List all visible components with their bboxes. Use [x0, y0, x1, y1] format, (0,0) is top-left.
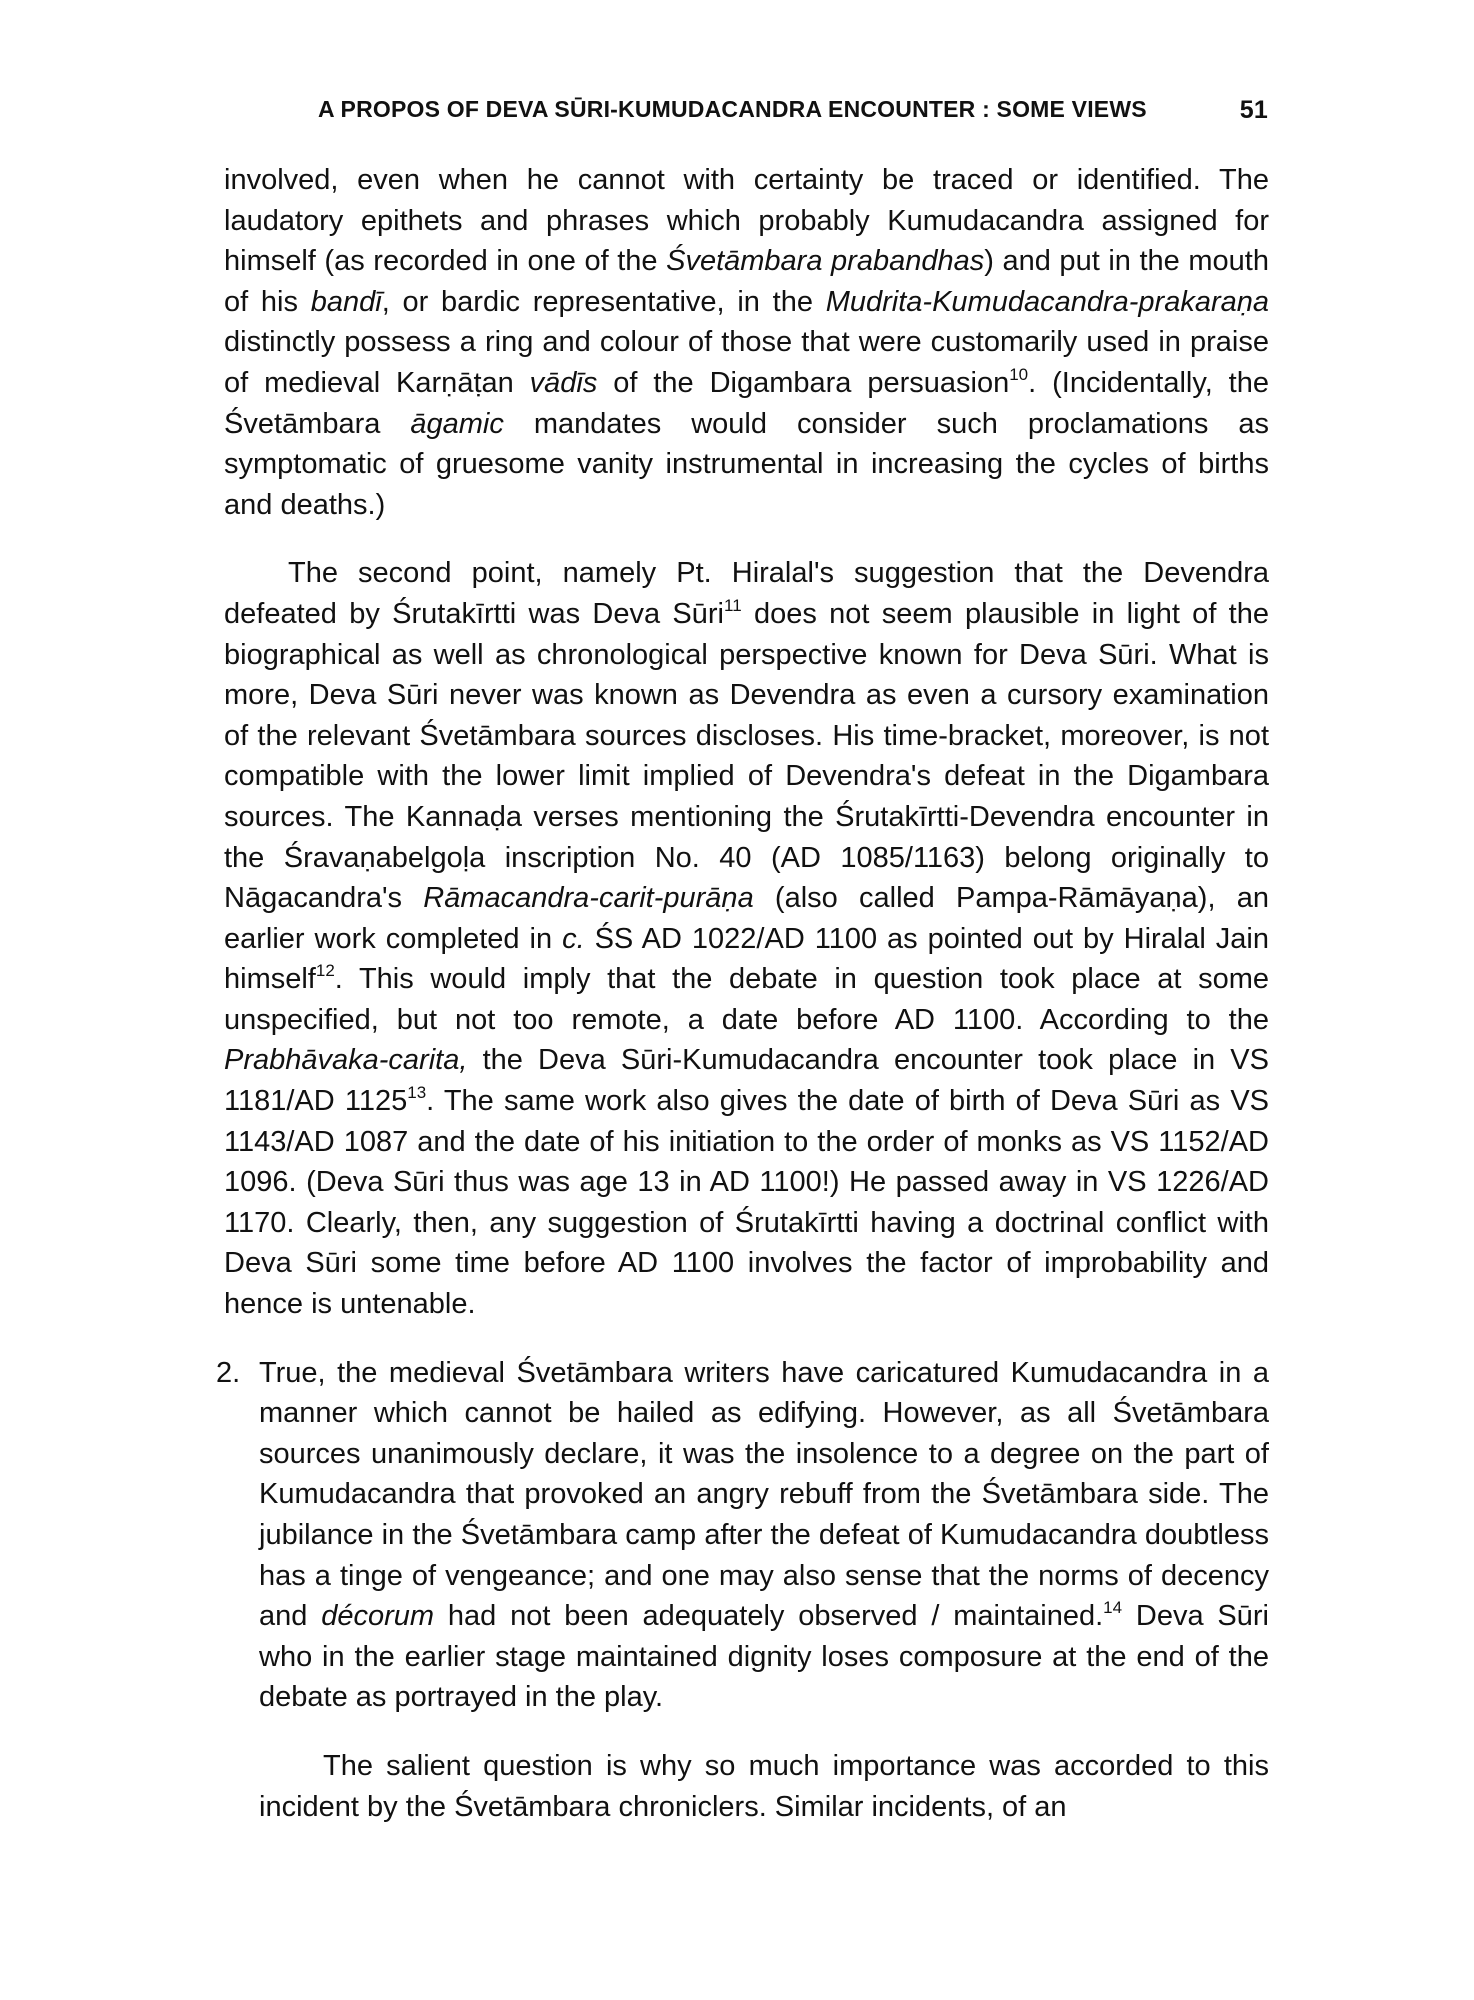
italic-term: vādīs: [529, 366, 598, 399]
text-run: Deva Sūri who in the earlier stage maintained dignity loses composure at the end of the debate as portrayed in the play.: [259, 1600, 1270, 1714]
footnote-ref: 11: [724, 595, 742, 615]
text-run: ŚS AD 1022/AD 1100 as pointed out by Hiralal Jain himself: [224, 922, 1269, 996]
text-run: mandates would consider such proclamations as symptomatic of gruesome vanity instrumental in increasing the cycles of births and deaths.): [224, 407, 1269, 521]
body-text: [216, 160, 1270, 1827]
text-run: of the Digambara persuasion: [597, 366, 1010, 399]
italic-term: Rāmacandra-carit-purāṇa: [423, 882, 754, 915]
footnote-ref: 14: [1103, 1598, 1123, 1618]
italic-term: Śvetāmbara prabandhas: [666, 245, 985, 278]
text-run: (also called Pampa-Rāmāyaṇa), an earlier work completed in: [224, 882, 1269, 955]
italic-term: Mudrita-Kumudacandra-prakaraṇa: [825, 285, 1270, 318]
text-run: , or bardic representative, in the: [381, 285, 826, 318]
text-run: . This would imply that the debate in question took place at some unspecified, but not too remote, a date before AD 1100. According to the: [224, 963, 1269, 1036]
text-run: The second point, namely Pt. Hiralal's suggestion that the Devendra defeated by Śrutakīrtti was Deva Sūri: [224, 557, 1269, 630]
text-run: . (Incidentally, the Śvetāmbara: [224, 366, 1269, 440]
italic-term: c.: [562, 922, 585, 955]
italic-term: bandī: [310, 285, 382, 318]
numbered-paragraph-2: [216, 1353, 1270, 1718]
running-header: [318, 96, 1268, 130]
italic-term: décorum: [321, 1600, 435, 1633]
italic-term: āgamic: [410, 407, 504, 440]
paragraph-2: [224, 553, 1269, 1324]
text-run: had not been adequately observed / maintained.: [434, 1600, 1104, 1633]
list-number: 2.: [216, 1356, 241, 1389]
text-run: ) and put in the mouth of his: [224, 245, 1269, 318]
paragraph-1: [224, 160, 1269, 525]
italic-term: Prabhāvaka-carita,: [224, 1044, 468, 1077]
running-title: A PROPOS OF DEVA SŪRI-KUMUDACANDRA ENCOUNTER : SOME VIEWS: [318, 96, 1147, 122]
footnote-ref: 10: [1009, 364, 1029, 384]
paragraph-4: [224, 1746, 1269, 1827]
text-run: involved, even when he cannot with certainty be traced or identified. The laudatory epithets and phrases which probably Kumudacandra assigned for himself (as recorded in one of the: [224, 164, 1269, 278]
footnote-ref: 13: [407, 1083, 427, 1103]
page-number: 51: [1239, 96, 1268, 124]
text-run: The salient question is why so much importance was accorded to this incident by the Śvetāmbara chroniclers. Similar incidents, of an: [259, 1749, 1269, 1823]
text-run: does not seem plausible in light of the biographical as well as chronological perspective known for Deva Sūri. What is more, Deva Sūri never was known as Devendra as even a cursory examination of the relevant Śvetāmbara sources discloses. His time-bracket, moreover, is not compatible with the lower limit implied of Devendra's defeat in the Digambara sources. The Kannaḍa verses mentioning the Śrutakīrtti-Devendra encounter in the Śravaṇabelgoḷa inscription No. 40 (AD 1085/1163) belong originally to Nāgacandra's: [224, 597, 1269, 915]
text-run: True, the medieval Śvetāmbara writers have caricatured Kumudacandra in a manner which cannot be hailed as edifying. However, as all Śvetāmbara sources unanimously declare, it was the insolence to a degree on the part of Kumudacandra that provoked an angry rebuff from the Śvetāmbara side. The jubilance in the Śvetāmbara camp after the defeat of Kumudacandra doubtless has a tinge of vengeance; and one may also sense that the norms of decency and: [259, 1356, 1269, 1633]
text-run: . The same work also gives the date of birth of Deva Sūri as VS 1143/AD 1087 and the date of his initiation to the order of monks as VS 1152/AD 1096. (Deva Sūri thus was age 13 in AD 1100!) He passed away in VS 1226/AD 1170. Clearly, then, any suggestion of Śrutakīrtti having a doctrinal conflict with Deva Sūri some time before AD 1100 involves the factor of improbability and hence is untenable.: [224, 1085, 1269, 1321]
text-run: the Deva Sūri-Kumudacandra encounter took place in VS 1181/AD 1125: [224, 1044, 1269, 1118]
text-run: distinctly possess a ring and colour of those that were customarily used in praise of medieval Karṇāṭan: [224, 326, 1269, 399]
footnote-ref: 12: [315, 961, 335, 981]
